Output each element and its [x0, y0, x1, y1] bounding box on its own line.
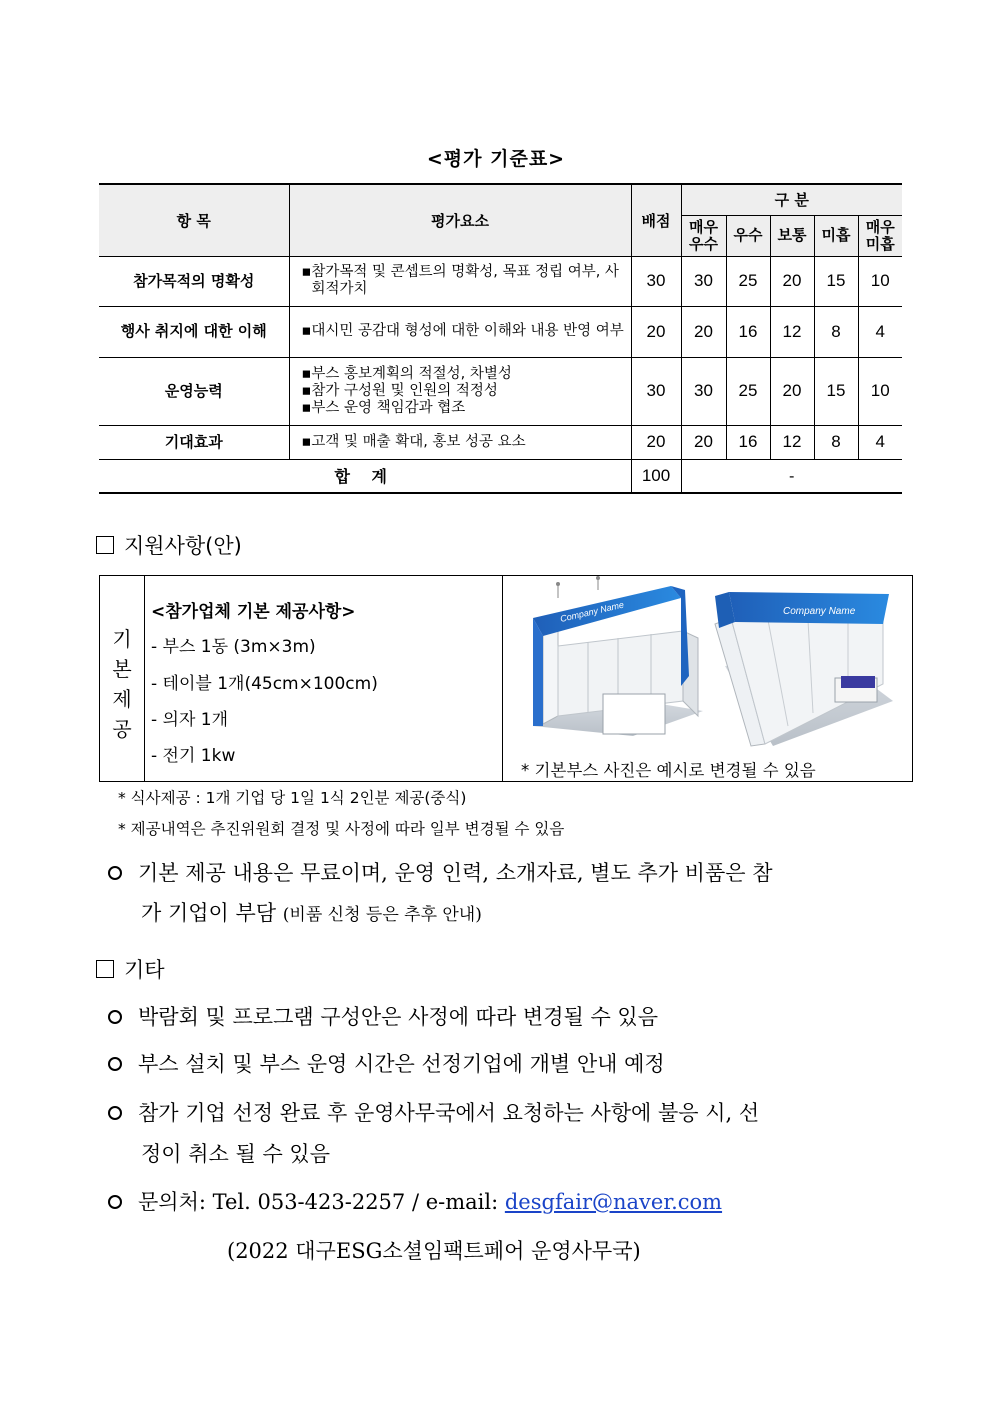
- support-heading: 지원사항(안): [96, 530, 242, 560]
- row-grade: 15: [814, 357, 858, 425]
- factor-line: ▪고객 및 매출 확대, 홍보 성공 요소: [301, 433, 526, 450]
- row-grade: 30: [681, 357, 726, 425]
- row-grade: 8: [814, 425, 858, 459]
- row-factors: [289, 357, 631, 425]
- row-grade: 12: [770, 306, 814, 357]
- row-grade: 15: [814, 256, 858, 306]
- row-score: 20: [631, 425, 681, 459]
- header-grade: 우수: [726, 215, 770, 256]
- factor-line: ▪참가목적 및 콘셉트의 명확성, 목표 정립 여부, 사회적가치: [301, 264, 619, 297]
- support-item: - 전기 1kw: [151, 746, 236, 766]
- support-item: - 부스 1동 (3m×3m): [151, 637, 316, 657]
- booth-1-label: Company Name: [559, 599, 625, 624]
- photo-caption: * 기본부스 사진은 예시로 변경될 수 있음: [521, 761, 816, 780]
- note-meal: * 식사제공 : 1개 기업 당 1일 1식 2인분 제공(중식): [118, 789, 467, 807]
- side-label-char: 제: [112, 687, 132, 711]
- header-grade: 보통: [770, 215, 814, 256]
- row-grade: 10: [858, 357, 902, 425]
- header-category: 구 분: [681, 184, 902, 215]
- contact-line: 문의처: Tel. 053-423-2257 / e-mail: desgfair@naver.com: [108, 1186, 722, 1216]
- page-title: <평가 기준표>: [426, 148, 566, 170]
- factor-line: ▪부스 홍보계획의 적절성, 차별성: [301, 365, 512, 382]
- row-item: 참가목적의 명확성: [99, 256, 289, 306]
- factor-line: ▪부스 운영 책임감과 협조: [301, 399, 466, 416]
- side-label: [100, 576, 145, 781]
- factor-line: ▪참가 구성원 및 인원의 적정성: [301, 382, 498, 399]
- other-item-cancel: 참가 기업 선정 완료 후 운영사무국에서 요청하는 사항에 불응 시, 선: [108, 1097, 759, 1127]
- total-label: 합 계: [99, 459, 631, 493]
- row-item: 운영능력: [99, 357, 289, 425]
- row-score: 20: [631, 306, 681, 357]
- total-grades: -: [681, 459, 902, 493]
- side-label-char: 기: [112, 627, 132, 651]
- support-box: [99, 575, 913, 782]
- row-grade: 20: [681, 425, 726, 459]
- total-row: [99, 459, 902, 493]
- row-grade: 20: [681, 306, 726, 357]
- support-items-title: <참가업체 기본 제공사항>: [151, 602, 356, 622]
- circle-bullet-icon: [108, 1010, 122, 1024]
- row-grade: 16: [726, 306, 770, 357]
- total-score: 100: [631, 459, 681, 493]
- row-grade: 4: [858, 425, 902, 459]
- header-score: 배점: [631, 184, 681, 256]
- row-item: 기대효과: [99, 425, 289, 459]
- side-label-char: 공: [112, 717, 132, 741]
- note-changes: * 제공내역은 추진위원회 결정 및 사정에 따라 일부 변경될 수 있음: [118, 820, 565, 838]
- row-grade: 12: [770, 425, 814, 459]
- other-item-cancel-cont: 정이 취소 될 수 있음: [141, 1142, 330, 1166]
- checkbox-square-icon: [96, 960, 114, 978]
- checkbox-square-icon: [96, 536, 114, 554]
- header-grade: 매우 미흡: [858, 215, 902, 256]
- email-link[interactable]: desgfair@naver.com: [504, 1190, 723, 1214]
- table-row: [99, 306, 902, 357]
- row-grade: 20: [770, 357, 814, 425]
- evaluation-table: [99, 183, 902, 494]
- side-label-char: 본: [112, 657, 132, 681]
- row-grade: 10: [858, 256, 902, 306]
- header-item: 항 목: [99, 184, 289, 256]
- row-grade: 4: [858, 306, 902, 357]
- booth-photo-area: [503, 576, 912, 781]
- row-factors: [289, 306, 631, 357]
- header-grade: 매우 우수: [681, 215, 726, 256]
- other-item: 부스 설치 및 부스 운영 시간은 선정기업에 개별 안내 예정: [108, 1048, 665, 1078]
- row-item: 행사 취지에 대한 이해: [99, 306, 289, 357]
- circle-bullet-icon: [108, 1195, 122, 1209]
- row-grade: 30: [681, 256, 726, 306]
- row-grade: 25: [726, 256, 770, 306]
- table-row: [99, 256, 902, 306]
- support-item: - 테이블 1개(45cm×100cm): [151, 674, 378, 694]
- table-row: [99, 357, 902, 425]
- row-grade: 25: [726, 357, 770, 425]
- contact-org: (2022 대구ESG소셜임팩트페어 운영사무국): [227, 1239, 641, 1263]
- support-items: [145, 576, 503, 781]
- booth-photo-1: [503, 576, 912, 756]
- other-heading: 기타: [96, 954, 165, 984]
- circle-bullet-icon: [108, 1106, 122, 1120]
- header-grade: 미흡: [814, 215, 858, 256]
- row-factors: [289, 425, 631, 459]
- circle-bullet-icon: [108, 1057, 122, 1071]
- support-paragraph: 기본 제공 내용은 무료이며, 운영 인력, 소개자료, 별도 추가 비품은 참: [108, 857, 773, 887]
- support-paragraph-cont: 가 기업이 부담 (비품 신청 등은 추후 안내): [141, 901, 482, 925]
- header-factor: 평가요소: [289, 184, 631, 256]
- circle-bullet-icon: [108, 866, 122, 880]
- row-grade: 16: [726, 425, 770, 459]
- row-grade: 8: [814, 306, 858, 357]
- table-row: [99, 425, 902, 459]
- row-grade: 20: [770, 256, 814, 306]
- other-item: 박람회 및 프로그램 구성안은 사정에 따라 변경될 수 있음: [108, 1001, 658, 1031]
- support-item: - 의자 1개: [151, 710, 229, 730]
- row-factors: [289, 256, 631, 306]
- row-score: 30: [631, 256, 681, 306]
- row-score: 30: [631, 357, 681, 425]
- booth-2-label: Company Name: [783, 606, 856, 617]
- factor-line: ▪대시민 공감대 형성에 대한 이해와 내용 반영 여부: [301, 323, 624, 339]
